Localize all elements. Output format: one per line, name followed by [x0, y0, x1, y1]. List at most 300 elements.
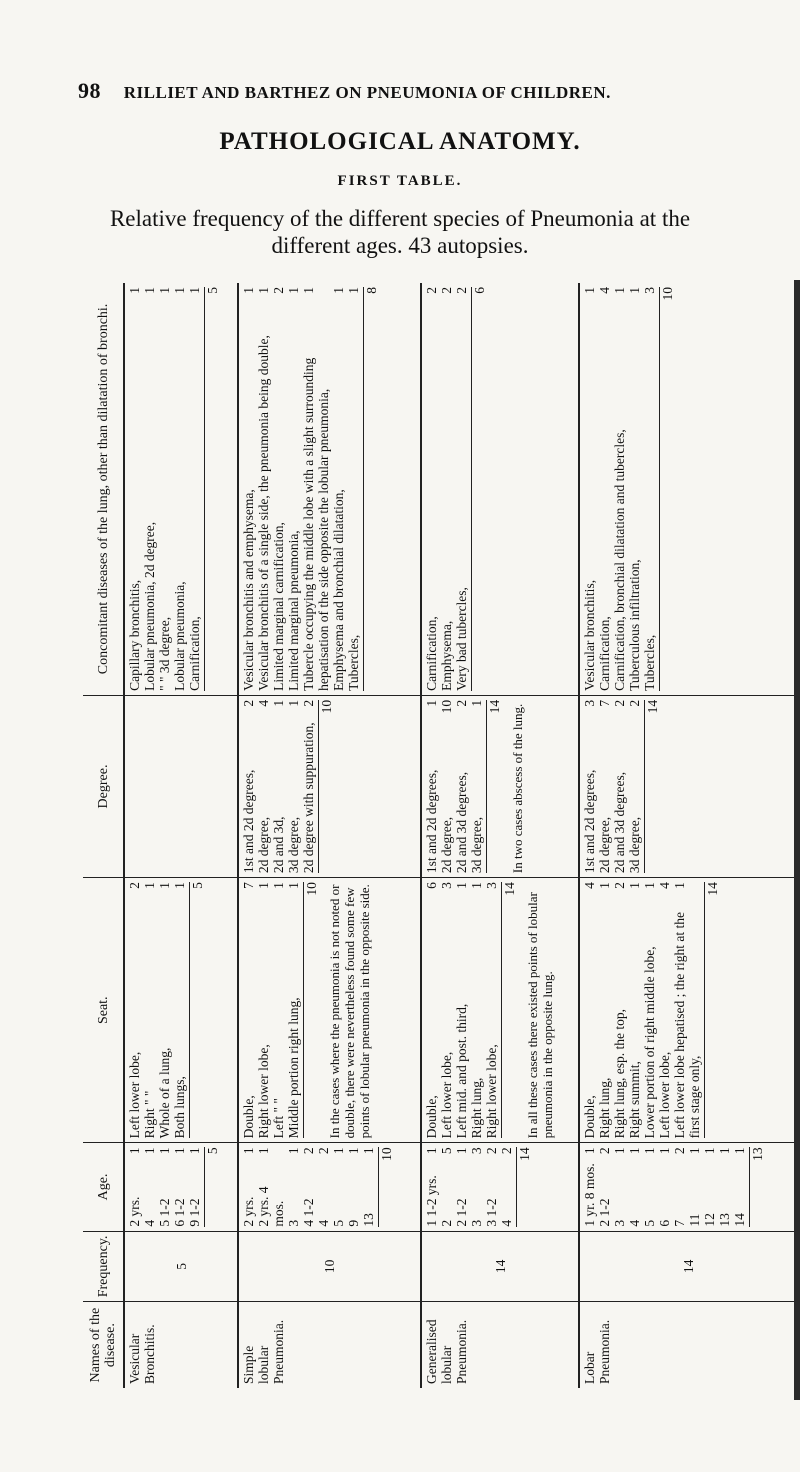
- column-total: 13: [749, 1147, 765, 1226]
- age-count: 2: [316, 1147, 332, 1155]
- concomitant-entry: [286, 287, 301, 691]
- concomitant-entry: [157, 287, 172, 691]
- degree-label: 2d degree,: [256, 816, 272, 874]
- seat-entry: [627, 882, 642, 1138]
- seat-entry: [172, 882, 187, 1138]
- seat-count: 1: [256, 882, 272, 889]
- seat-entry: [271, 882, 286, 1138]
- seat-entry: [439, 882, 454, 1138]
- seat-cell: [421, 878, 579, 1143]
- seat-entry: [597, 882, 612, 1138]
- age-label: 11: [687, 1213, 703, 1227]
- age-label: 2 yrs. 4 mos.: [256, 1186, 287, 1227]
- seat-count: 4: [582, 882, 598, 889]
- concomitant-cell: [579, 283, 797, 695]
- header-concomitant: Concomitant diseases of the lung, other than dilatation of bronchi.: [83, 283, 124, 695]
- age-entry: [361, 1147, 376, 1226]
- column-total: 14: [644, 700, 660, 873]
- seat-label: Left lower lobe hepatised ; the right at the first stage only,: [672, 911, 703, 1139]
- age-label: 13: [361, 1213, 377, 1227]
- disease-name: Simple lobular Pneumonia.: [238, 1302, 421, 1388]
- age-count: 1: [717, 1147, 733, 1155]
- degree-cell: [421, 695, 579, 877]
- concomitant-label: Carnification,: [424, 616, 440, 691]
- frequency: 14: [421, 1231, 579, 1302]
- concomitant-entry: [331, 287, 346, 691]
- concomitant-count: 1: [172, 287, 187, 294]
- seat-entry: [484, 882, 499, 1138]
- concomitant-label: Emphysema,: [439, 620, 455, 691]
- seat-label: Middle portion right lung,: [286, 997, 302, 1139]
- age-entry: [286, 1147, 301, 1226]
- seat-label: Left " ": [271, 1098, 287, 1139]
- degree-count: 7: [597, 699, 613, 707]
- age-label: 14: [732, 1213, 748, 1227]
- seat-entry: [256, 882, 271, 1138]
- age-label: 6 1-2: [172, 1198, 187, 1227]
- age-count: 3: [469, 1147, 485, 1155]
- seat-entry: [469, 882, 484, 1138]
- degree-entry: [256, 700, 271, 873]
- seat-label: Right lung,: [469, 1077, 485, 1139]
- concomitant-label: Carnification, bronchial dilatation and tubercles,: [612, 429, 628, 691]
- age-label: 6: [657, 1219, 673, 1227]
- seat-entry: [612, 882, 627, 1138]
- seat-entry: [454, 882, 469, 1138]
- seat-count: 4: [657, 882, 673, 889]
- degree-count: 2: [627, 699, 643, 707]
- age-label: 9 1-2: [187, 1198, 202, 1227]
- seat-label: Double,: [424, 1095, 440, 1139]
- concomitant-count: 1: [627, 287, 643, 294]
- seat-entry: [657, 882, 672, 1138]
- age-cell: [124, 1143, 238, 1231]
- table-body: [124, 283, 797, 1388]
- degree-entry: [439, 700, 454, 873]
- degree-entry: [627, 700, 642, 873]
- age-label: 4 1-2: [301, 1198, 317, 1227]
- header-name: Names of the disease.: [83, 1302, 124, 1388]
- seat-count: 3: [439, 882, 455, 889]
- degree-count: 10: [439, 699, 455, 714]
- degree-cell: [238, 695, 421, 877]
- age-entry: [642, 1147, 657, 1226]
- concomitant-label: " " 3d degree,: [157, 616, 172, 691]
- age-entry: [346, 1147, 361, 1226]
- column-total: 6: [471, 287, 487, 691]
- column-total: 5: [204, 1147, 220, 1226]
- degree-cell: [124, 695, 238, 877]
- concomitant-label: Tubercles,: [346, 634, 362, 691]
- concomitant-entry: [301, 287, 331, 691]
- table-title: FIRST TABLE.: [337, 173, 463, 189]
- age-count: 2: [672, 1147, 688, 1155]
- degree-label: 2d and 3d,: [271, 816, 287, 874]
- age-entry: [597, 1147, 612, 1226]
- degree-label: 1st and 2d degrees,: [241, 769, 257, 874]
- degree-entry: [301, 700, 316, 873]
- degree-count: 2: [241, 699, 257, 707]
- degree-count: 1: [424, 699, 440, 707]
- age-entry: [484, 1147, 499, 1226]
- age-entry: [157, 1147, 172, 1226]
- frequency: 5: [124, 1231, 238, 1302]
- concomitant-entry: [187, 287, 202, 691]
- seat-cell: [124, 878, 238, 1143]
- age-entry: [732, 1147, 747, 1226]
- age-entry: [301, 1147, 316, 1226]
- concomitant-entry: [127, 287, 142, 691]
- concomitant-label: Tubercles,: [642, 634, 658, 691]
- age-count: 1: [657, 1147, 673, 1155]
- degree-entry: [241, 700, 256, 873]
- age-entry: [331, 1147, 346, 1226]
- degree-label: 1st and 2d degrees,: [582, 769, 598, 874]
- column-total: 8: [363, 287, 379, 691]
- degree-entry: [582, 700, 597, 873]
- age-count: 1: [286, 1147, 302, 1155]
- age-label: 2: [439, 1219, 455, 1227]
- concomitant-entry: [597, 287, 612, 691]
- seat-count: 6: [424, 882, 440, 889]
- age-count: 1: [424, 1147, 440, 1155]
- seat-label: Left lower lobe,: [657, 1051, 673, 1139]
- degree-label: 2d degree with suppuration,: [301, 722, 317, 874]
- age-count: 2: [499, 1147, 515, 1155]
- age-label: 3 1-2: [484, 1198, 500, 1227]
- seat-label: Right lower lobe,: [256, 1044, 272, 1139]
- age-label: 7: [672, 1219, 688, 1227]
- concomitant-label: Emphysema and bronchial dilatation,: [331, 489, 347, 691]
- frequency: 10: [238, 1231, 421, 1302]
- disease-name: Generalised lobular Pneumonia.: [421, 1302, 579, 1388]
- column-total: 10: [659, 287, 675, 691]
- concomitant-count: 2: [424, 287, 440, 294]
- column-total: 14: [704, 882, 720, 1138]
- age-entry: [702, 1147, 717, 1226]
- age-cell: [421, 1143, 579, 1231]
- age-count: 2: [597, 1147, 613, 1155]
- concomitant-count: 2: [454, 287, 470, 294]
- age-label: 5: [642, 1219, 658, 1227]
- concomitant-entry: [424, 287, 439, 691]
- header-row: [83, 283, 124, 1388]
- concomitant-label: Vesicular bronchitis,: [582, 579, 598, 691]
- degree-label: 2d degree,: [597, 816, 613, 874]
- seat-entry: [642, 882, 657, 1138]
- seat-label: Lower portion of right middle lobe,: [642, 946, 658, 1139]
- concomitant-entry: [346, 287, 361, 691]
- concomitant-cell: [124, 283, 238, 695]
- concomitant-label: Lobular pneumonia,: [172, 581, 187, 691]
- age-count: 1: [331, 1147, 347, 1155]
- age-count: 1: [157, 1147, 172, 1155]
- concomitant-label: Capillary bronchitis,: [127, 579, 142, 691]
- seat-entry: [241, 882, 256, 1138]
- concomitant-count: 1: [612, 287, 628, 294]
- seat-label: Right lung, esp. the top,: [612, 1009, 628, 1139]
- disease-row: [579, 283, 797, 1388]
- age-count: 1: [687, 1147, 703, 1155]
- age-label: 9: [346, 1219, 362, 1227]
- concomitant-label: Limited marginal pneumonia,: [286, 530, 302, 691]
- rotated-table-frame: [83, 283, 798, 1388]
- age-entry: [612, 1147, 627, 1226]
- degree-entry: [612, 700, 627, 873]
- age-count: 1: [702, 1147, 718, 1155]
- seat-count: 2: [612, 882, 628, 889]
- concomitant-label: Tuberculous infiltration,: [627, 559, 643, 691]
- age-entry: [454, 1147, 469, 1226]
- concomitant-count: 1: [187, 287, 202, 294]
- degree-label: 1st and 2d degrees,: [424, 769, 440, 874]
- seat-entry: [127, 882, 142, 1138]
- degree-label: 2d and 3d degrees,: [612, 771, 628, 874]
- concomitant-label: Tubercle occupying the middle lobe with a slight surrounding hepatisation of the side opposite the lobular pneumonia,: [301, 357, 332, 691]
- note: In two cases abscess of the lung.: [510, 703, 526, 874]
- age-entry: [499, 1147, 514, 1226]
- concomitant-entry: [454, 287, 469, 691]
- column-total: 10: [303, 882, 319, 1138]
- age-cell: [579, 1143, 797, 1231]
- degree-count: 2: [612, 699, 628, 707]
- concomitant-label: Limited marginal carnification,: [271, 522, 287, 691]
- age-label: 5 1-2: [157, 1198, 172, 1227]
- degree-entry: [469, 700, 484, 873]
- concomitant-count: 1: [142, 287, 157, 294]
- age-count: 1: [241, 1147, 257, 1155]
- age-label: 3: [469, 1219, 485, 1227]
- seat-count: 1: [142, 882, 157, 889]
- degree-entry: [424, 700, 439, 873]
- seat-count: 1: [597, 882, 613, 889]
- concomitant-entry: [627, 287, 642, 691]
- table-caption: [0, 205, 800, 259]
- seat-count: 7: [241, 882, 257, 889]
- age-entry: [142, 1147, 157, 1226]
- age-count: 1: [627, 1147, 643, 1155]
- degree-count: 2: [301, 699, 317, 707]
- seat-count: 1: [627, 882, 643, 889]
- age-label: 2 1-2: [597, 1198, 613, 1227]
- age-label: 12: [702, 1213, 718, 1227]
- concomitant-count: 1: [256, 287, 272, 294]
- disease-row: [421, 283, 579, 1388]
- seat-label: Left mid. and post. third,: [454, 1003, 470, 1139]
- degree-count: 3: [582, 699, 598, 707]
- age-entry: [627, 1147, 642, 1226]
- age-count: 1: [732, 1147, 748, 1155]
- age-label: 2 yrs.: [127, 1196, 142, 1227]
- concomitant-entry: [582, 287, 597, 691]
- header-age: Age.: [83, 1143, 124, 1231]
- column-total: 10: [378, 1147, 394, 1226]
- pneumonia-table: [83, 283, 798, 1388]
- seat-entry: [424, 882, 439, 1138]
- concomitant-label: Vesicular bronchitis of a single side, the pneumonia being double,: [256, 335, 272, 691]
- seat-count: 1: [286, 882, 302, 889]
- age-label: 13: [717, 1213, 733, 1227]
- age-count: 1: [612, 1147, 628, 1155]
- concomitant-cell: [238, 283, 421, 695]
- seat-count: 1: [642, 882, 658, 889]
- age-entry: [469, 1147, 484, 1226]
- concomitant-label: Carnification,: [187, 616, 202, 691]
- degree-count: 4: [256, 699, 272, 707]
- degree-count: 2: [454, 699, 470, 707]
- seat-count: 1: [469, 882, 485, 889]
- concomitant-entry: [642, 287, 657, 691]
- concomitant-count: 3: [642, 287, 658, 294]
- concomitant-count: 1: [301, 287, 317, 294]
- degree-count: 1: [286, 699, 302, 707]
- age-cell: [238, 1143, 421, 1231]
- age-count: 1: [187, 1147, 202, 1155]
- seat-label: Both lungs,: [172, 1076, 187, 1139]
- column-total: 14: [516, 1147, 532, 1226]
- age-count: 1: [346, 1147, 362, 1155]
- concomitant-count: 1: [582, 287, 598, 294]
- disease-row: [238, 283, 421, 1388]
- seat-label: Right " ": [142, 1090, 157, 1139]
- seat-label: Right summit,: [627, 1061, 643, 1139]
- seat-label: Right lower lobe,: [484, 1044, 500, 1139]
- age-label: 1 1-2 yrs.: [424, 1175, 440, 1227]
- age-entry: [657, 1147, 672, 1226]
- frequency: 14: [579, 1231, 797, 1302]
- column-total: 5: [204, 287, 220, 691]
- column-total: 14: [501, 882, 517, 1138]
- seat-count: 1: [271, 882, 287, 889]
- note: In all these cases there existed points of lobular pneumonia in the opposite lung.: [525, 892, 556, 1139]
- seat-label: Double,: [241, 1095, 257, 1139]
- age-count: 1: [256, 1147, 272, 1155]
- concomitant-count: 1: [346, 287, 362, 294]
- concomitant-count: 2: [439, 287, 455, 294]
- seat-label: Double,: [582, 1095, 598, 1139]
- running-head-text: RILLIET AND BARTHEZ ON PNEUMONIA OF CHILDREN.: [123, 83, 611, 102]
- seat-count: 3: [484, 882, 500, 889]
- concomitant-cell: [421, 283, 579, 695]
- header-degree: Degree.: [83, 695, 124, 877]
- degree-label: 2d degree,: [439, 816, 455, 874]
- concomitant-label: Vesicular bronchitis and emphysema,: [241, 489, 257, 691]
- running-head: [78, 78, 758, 104]
- seat-label: Left lower lobe,: [127, 1051, 142, 1139]
- age-entry: [241, 1147, 256, 1226]
- age-label: 3: [612, 1219, 628, 1227]
- age-count: 1: [454, 1147, 470, 1155]
- page-number: 98: [78, 78, 101, 103]
- concomitant-count: 1: [241, 287, 257, 294]
- concomitant-count: 1: [331, 287, 347, 294]
- caption-line-2: different ages. 43 autopsies.: [271, 233, 529, 258]
- age-count: 1: [642, 1147, 658, 1155]
- header-frequency: Frequency.: [83, 1231, 124, 1302]
- concomitant-entry: [241, 287, 256, 691]
- seat-entry: [286, 882, 301, 1138]
- degree-count: 1: [469, 699, 485, 707]
- seat-count: 1: [454, 882, 470, 889]
- age-entry: [316, 1147, 331, 1226]
- concomitant-count: 1: [127, 287, 142, 294]
- age-label: 1 yr. 8 mos.: [582, 1163, 598, 1227]
- age-entry: [172, 1147, 187, 1226]
- degree-label: 3d degree,: [286, 816, 302, 874]
- seat-label: Right lung,: [597, 1077, 613, 1139]
- age-count: 1: [361, 1147, 377, 1155]
- age-count: 2: [484, 1147, 500, 1155]
- seat-entry: [142, 882, 157, 1138]
- disease-name: Vesicular Bronchitis.: [124, 1302, 238, 1388]
- seat-entry: [672, 882, 702, 1138]
- column-total: 10: [318, 700, 334, 873]
- seat-count: 1: [157, 882, 172, 889]
- degree-label: 3d degree,: [627, 816, 643, 874]
- age-entry: [424, 1147, 439, 1226]
- concomitant-entry: [271, 287, 286, 691]
- age-label: 2 1-2: [454, 1198, 470, 1227]
- age-entry: [672, 1147, 687, 1226]
- seat-label: Whole of a lung,: [157, 1047, 172, 1139]
- concomitant-label: Lobular pneumonia, 2d degree,: [142, 521, 157, 691]
- age-count: 1: [127, 1147, 142, 1155]
- age-label: 4: [316, 1219, 332, 1227]
- note: In the cases where the pneumonia is not noted or double, there were nevertheless found some few points of lobular pneumonia in the opposite side.: [327, 884, 373, 1139]
- seat-entry: [157, 882, 172, 1138]
- age-label: 2 yrs.: [241, 1196, 257, 1227]
- concomitant-count: 1: [157, 287, 172, 294]
- seat-count: 1: [172, 882, 187, 889]
- degree-entry: [597, 700, 612, 873]
- age-count: 1: [142, 1147, 157, 1155]
- concomitant-entry: [439, 287, 454, 691]
- seat-entry: [582, 882, 597, 1138]
- age-count: 1: [582, 1147, 598, 1155]
- rotated-table: [83, 283, 798, 1388]
- degree-label: 3d degree,: [469, 816, 485, 874]
- concomitant-entry: [612, 287, 627, 691]
- disease-row: [124, 283, 238, 1388]
- age-entry: [582, 1147, 597, 1226]
- header-seat: Seat.: [83, 878, 124, 1143]
- age-label: 5: [331, 1219, 347, 1227]
- concomitant-entry: [256, 287, 271, 691]
- section-title: PATHOLOGICAL ANATOMY.: [219, 128, 581, 155]
- age-label: 4: [142, 1219, 157, 1227]
- age-count: 1: [172, 1147, 187, 1155]
- degree-label: 2d and 3d degrees,: [454, 771, 470, 874]
- degree-count: 1: [271, 699, 287, 707]
- concomitant-entry: [142, 287, 157, 691]
- concomitant-count: 2: [271, 287, 287, 294]
- age-label: 4: [627, 1219, 643, 1227]
- seat-label: Left lower lobe,: [439, 1051, 455, 1139]
- caption-line-1: Relative frequency of the different species of Pneumonia at the: [109, 206, 691, 231]
- age-label: 4: [499, 1219, 515, 1227]
- concomitant-count: 4: [597, 287, 613, 294]
- age-entry: [439, 1147, 454, 1226]
- seat-count: 2: [127, 882, 142, 889]
- column-total: 5: [189, 882, 205, 1138]
- degree-entry: [454, 700, 469, 873]
- page-edge: [794, 280, 800, 1400]
- degree-entry: [286, 700, 301, 873]
- concomitant-label: Very bad tubercles,: [454, 587, 470, 691]
- age-count: 2: [301, 1147, 317, 1155]
- age-entry: [187, 1147, 202, 1226]
- seat-cell: [238, 878, 421, 1143]
